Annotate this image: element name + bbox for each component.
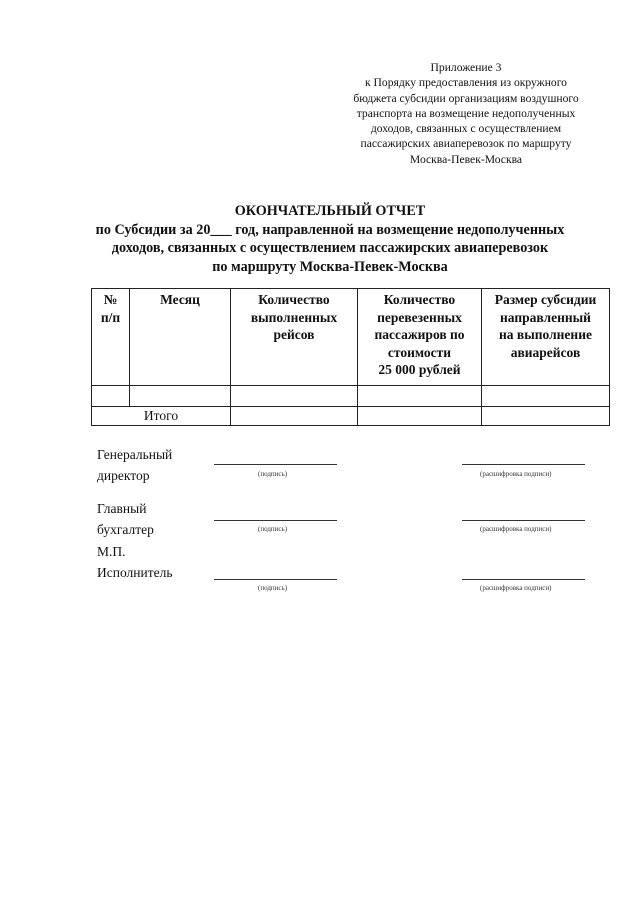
signature-caption: (подпись) xyxy=(258,525,288,533)
appendix-line: Москва-Певек-Москва xyxy=(409,152,523,166)
header-text: № xyxy=(103,292,118,307)
director-label-line: директор xyxy=(97,468,150,484)
appendix-line: пассажирских авиаперевозок по маршруту xyxy=(360,137,572,151)
header-text: рейсов xyxy=(273,327,315,342)
header-text: п/п xyxy=(100,309,121,325)
stamp-label: М.П. xyxy=(97,543,126,559)
appendix-line: транспорта на возмещение недополученных xyxy=(356,106,576,120)
director-label xyxy=(97,444,172,487)
table-row xyxy=(92,386,610,407)
appendix-line: Приложение 3 xyxy=(430,61,502,74)
table-cell[interactable] xyxy=(482,407,610,426)
report-title xyxy=(20,202,640,276)
header-text: на выполнение xyxy=(499,327,592,342)
executor-label: Исполнитель xyxy=(97,564,173,580)
table-header-row xyxy=(92,289,610,386)
decoding-caption: (расшифровка подписи) xyxy=(480,584,552,592)
header-subsidy xyxy=(482,289,610,386)
report-subtitle-line: по Субсидии за 20___ год, направленной на возмещение недополученных xyxy=(95,221,565,238)
accountant-signature-line[interactable] xyxy=(214,520,337,521)
appendix-line: к Порядку предоставления из окружного xyxy=(365,76,567,90)
executor-decoding-line[interactable] xyxy=(462,579,585,580)
report-subtitle-line: по маршруту Москва-Певек-Москва xyxy=(212,258,448,275)
signature-caption: (подпись) xyxy=(258,470,288,478)
header-text: Количество xyxy=(383,292,456,307)
executor-signature-line[interactable] xyxy=(214,579,337,580)
header-text: авиарейсов xyxy=(510,344,581,360)
director-label-line: Генеральный xyxy=(97,447,173,462)
header-text: пассажиров по xyxy=(374,327,465,342)
table-cell[interactable] xyxy=(358,386,482,407)
table-total-row xyxy=(92,407,610,426)
header-text: 25 000 рублей xyxy=(378,362,461,377)
report-heading: ОКОНЧАТЕЛЬНЫЙ ОТЧЕТ xyxy=(234,203,426,219)
header-text: Размер субсидии xyxy=(494,292,597,307)
table-cell[interactable] xyxy=(358,407,482,426)
header-flights xyxy=(231,289,358,386)
appendix-note xyxy=(334,60,598,167)
table-cell[interactable] xyxy=(130,386,231,407)
accountant-label-line: бухгалтер xyxy=(97,522,154,538)
header-month xyxy=(130,289,231,386)
table-cell[interactable] xyxy=(231,386,358,407)
header-text: перевезенных xyxy=(377,309,462,325)
signature-caption: (подпись) xyxy=(258,584,288,592)
header-text: направленный xyxy=(500,309,591,325)
appendix-line: доходов, связанных с осуществлением xyxy=(370,122,562,136)
accountant-label-line: Главный xyxy=(97,501,147,516)
decoding-caption: (расшифровка подписи) xyxy=(480,525,552,533)
header-passengers xyxy=(358,289,482,386)
table-cell[interactable] xyxy=(482,386,610,407)
appendix-line: бюджета субсидии организациям воздушного xyxy=(353,91,579,105)
table-cell[interactable] xyxy=(231,407,358,426)
header-text: выполненных xyxy=(250,309,338,325)
header-text: стоимости xyxy=(387,344,452,360)
accountant-decoding-line[interactable] xyxy=(462,520,585,521)
header-text: Количество xyxy=(258,292,330,307)
decoding-caption: (расшифровка подписи) xyxy=(480,470,552,478)
report-subtitle-line: доходов, связанных с осуществлением пассажирских авиаперевозок xyxy=(111,240,549,257)
header-number xyxy=(92,289,130,386)
header-text: Месяц xyxy=(160,292,200,307)
table-cell[interactable] xyxy=(92,386,130,407)
accountant-label xyxy=(97,498,173,583)
director-decoding-line[interactable] xyxy=(462,464,585,465)
total-label: Итого xyxy=(92,407,231,426)
report-table xyxy=(91,288,610,426)
director-signature-line[interactable] xyxy=(214,464,337,465)
